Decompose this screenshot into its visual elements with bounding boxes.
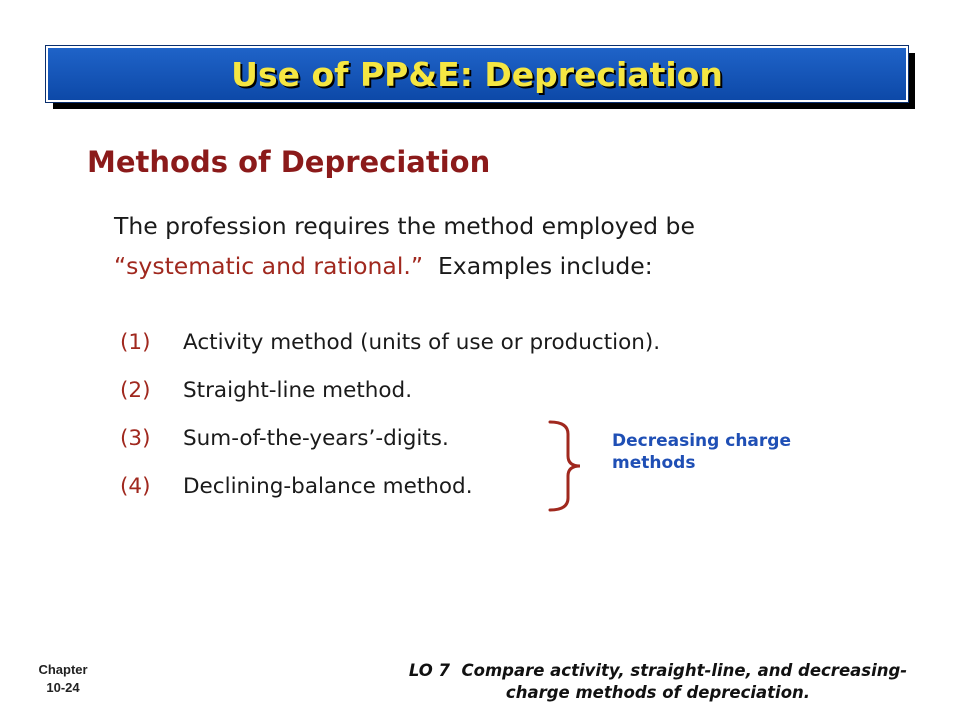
- chapter-text: Chapter: [38, 662, 88, 677]
- note-line-1: Decreasing charge: [612, 431, 791, 451]
- list-item-label: Straight-line method.: [183, 377, 413, 403]
- title-banner: [46, 46, 908, 102]
- list-item: [120, 318, 660, 366]
- list-item-number: (3): [120, 425, 151, 451]
- list-item-label: Activity method (units of use or production).: [183, 329, 661, 355]
- learning-objective: [358, 660, 958, 704]
- chapter-page-number: 10-24: [46, 680, 80, 695]
- decreasing-charge-note: [612, 430, 872, 474]
- intro-after-quote: Examples include:: [423, 252, 653, 280]
- intro-line-1: The profession requires the method employed be: [114, 212, 695, 240]
- intro-paragraph: [114, 206, 894, 286]
- note-line-2: methods: [612, 453, 696, 473]
- section-heading: Methods of Depreciation: [87, 145, 491, 179]
- chapter-label: [28, 661, 98, 697]
- intro-quote: “systematic and rational.”: [114, 252, 423, 280]
- list-item-label: Sum-of-the-years’-digits.: [183, 425, 449, 451]
- list-item-label: Declining-balance method.: [183, 473, 473, 499]
- list-item-number: (4): [120, 473, 151, 499]
- lo-line-2: charge methods of depreciation.: [505, 683, 811, 702]
- list-item-number: (2): [120, 377, 151, 403]
- curly-brace-icon: [546, 420, 586, 512]
- slide-title: Use of PP&E: Depreciation: [231, 54, 723, 94]
- lo-line-1: LO 7 Compare activity, straight-line, and decreasing-: [408, 661, 908, 680]
- list-item-number: (1): [120, 329, 151, 355]
- list-item: [120, 366, 660, 414]
